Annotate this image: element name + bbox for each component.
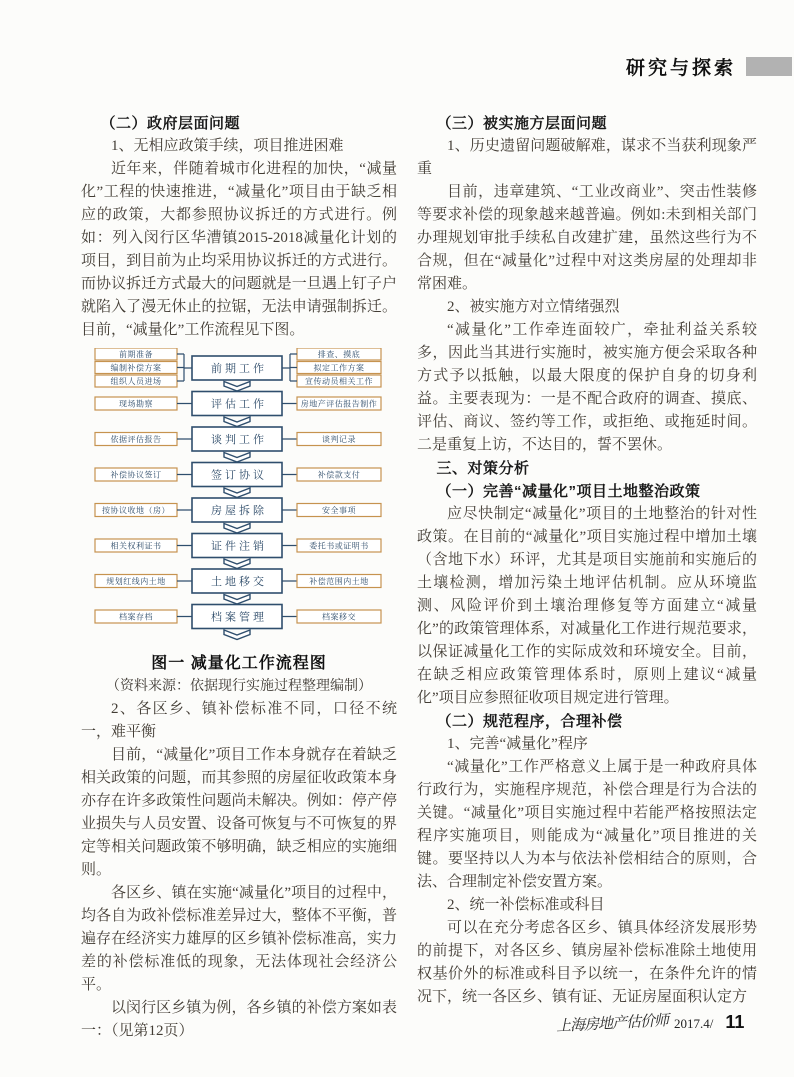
right-column xyxy=(417,112,757,1009)
page-header xyxy=(626,53,792,80)
flow-arrow-down-icon xyxy=(224,559,250,569)
flow-side-label: 拟定工作方案 xyxy=(313,363,365,373)
flow-side-label: 编制补偿方案 xyxy=(110,363,162,373)
subheading-compensation-differs: 2、各区乡、镇补偿标准不同，口径不统一，难平衡 xyxy=(81,701,397,740)
flow-side-label: 按协议收地（房） xyxy=(102,506,170,515)
flow-center-label: 档案管理 xyxy=(211,611,267,624)
flow-side-label: 档案移交 xyxy=(322,612,356,622)
flow-center-label: 签订协议 xyxy=(211,469,267,482)
heading-government-issues: （二）政府层面问题 xyxy=(100,115,241,132)
figure-caption: 图一 减量化工作流程图 xyxy=(151,655,327,672)
flow-arrow-down-icon xyxy=(224,595,250,605)
flow-arrow-down-icon xyxy=(224,524,250,534)
flow-row-5 xyxy=(95,534,381,569)
paragraph: 目前，“减量化”项目工作本身就存在着缺乏相关政策的问题，而其参照的房屋征收政策本身亦存在许多政策性问题尚未解决。例如：停产停业损失与人员安置、设备可恢复与不可恢复的界定等相关问题政策不够明确，缺乏相应的实施细则。 xyxy=(81,747,397,878)
subheading-opposition: 2、被实施方对立情绪强烈 xyxy=(447,299,620,315)
paragraph: 目前，违章建筑、“工业改商业”、突击性装修等要求补偿的现象越来越普遍。例如:未到相关部门办理规划审批手续私自改建扩建，虽然这些行为不合规，但在“减量化”过程中对这类房屋的处理却非常困难。 xyxy=(417,184,757,292)
figure-source-note: （资料来源：依据现行实施过程整理编制） xyxy=(106,679,372,694)
flow-side-label: 补偿范围内土地 xyxy=(309,577,369,586)
page-number: 11 xyxy=(725,1012,745,1032)
flow-side-label: 依据评估报告 xyxy=(110,435,162,444)
flow-side-label: 排查、摸底 xyxy=(317,350,361,359)
paragraph: “减量化”工作牵连面较广，牵扯利益关系较多，因此当其进行实施时，被实施方便会采取各种方式予以抵触，以最大限度的保护自身的切身利益。主要表现为：一是不配合政府的调查、摸底、评估、商议、签约等工作，或拒绝、或拖延时间。二是重复上访，不达目的，誓不罢休。 xyxy=(417,322,757,453)
flow-side-label: 现场勘察 xyxy=(119,399,153,409)
flow-side-label: 宣传动员相关工作 xyxy=(305,377,373,386)
flow-side-label: 补偿协议签订 xyxy=(110,470,162,480)
flowchart-figure xyxy=(93,348,397,650)
flow-row-7 xyxy=(95,605,381,640)
flow-row-3 xyxy=(95,463,381,498)
flow-row-1 xyxy=(95,392,381,427)
flow-row-2 xyxy=(95,427,381,462)
flow-row-6 xyxy=(95,569,381,604)
flow-side-label: 委托书或证明书 xyxy=(309,541,369,551)
flow-side-label: 前期准备 xyxy=(119,350,153,359)
flow-row-4 xyxy=(95,498,381,533)
flow-side-label: 组织人员进场 xyxy=(110,377,162,386)
subheading-improve-procedure: 1、完善“减量化”程序 xyxy=(447,736,588,752)
paragraph: 应尽快制定“减量化”项目的土地整治的针对性政策。在目前的“减量化”项目实施过程中增加土壤（含地下水）环评，尤其是项目实施前和实施后的土壤检测，增加污染土地评估机制。应从环境监测、风险评价到土壤治理修复等方面建立“减量化”的政策管理体系，对减量化工作进行规范要求，以保证减量化工作的实际成效和环境安全。目前，在缺乏相应政策管理体系时，原则上建议“减量化”项目应参照征收项目规定进行管理。 xyxy=(417,506,757,706)
journal-logo: 上海房地产估价师 xyxy=(555,1013,669,1035)
heading-countermeasures: 三、对策分析 xyxy=(436,460,530,477)
flow-bracket-left xyxy=(177,354,192,381)
flow-center-label: 土地移交 xyxy=(211,576,267,588)
paragraph: 近年来，伴随着城市化进程的加快，“减量化”工程的快速推进，“减量化”项目由于缺乏相应的政策，大都参照协议拆迁的方式进行。例如：列入闵行区华漕镇2015-2018减量化计划的项目，到目前为止均采用协议拆迁的方式进行。而协议拆迁方式最大的问题就是一旦遇上钉子户就陷入了漫无休止的拉锯，无法申请强制拆迁。目前，“减量化”工作流程见下图。 xyxy=(81,161,397,338)
page-footer xyxy=(556,1012,786,1033)
flow-center-label: 前期工作 xyxy=(211,363,267,375)
flow-arrow-down-icon xyxy=(224,382,250,392)
flow-side-label: 规划红线内土地 xyxy=(106,577,166,586)
flow-side-label: 补偿款支付 xyxy=(317,470,361,480)
flow-center-label: 证件注销 xyxy=(211,540,267,553)
issue-number: 2017.4/ xyxy=(674,1016,714,1031)
flowchart-svg xyxy=(93,348,383,642)
flow-arrow-down-icon xyxy=(224,417,250,427)
subheading-legacy-problems: 1、历史遗留问题破解难，谋求不当获利现象严重 xyxy=(417,138,757,177)
heading-implemented-party-issues: （三）被实施方层面问题 xyxy=(436,115,608,132)
flow-center-label: 评估工作 xyxy=(211,398,267,411)
header-decoration-block xyxy=(746,57,792,76)
subheading-no-policy: 1、无相应政策手续，项目推进困难 xyxy=(111,138,344,154)
flow-center-label: 房屋拆除 xyxy=(211,505,267,517)
flow-side-label: 房地产评估报告制作 xyxy=(300,399,378,409)
flow-arrow-down-icon xyxy=(224,630,250,640)
heading-improve-land-policy: （一）完善“减量化”项目土地整治政策 xyxy=(436,483,701,500)
paragraph: 可以在充分考虑各区乡、镇具体经济发展形势的前提下，对各区乡、镇房屋补偿标准除土地使用权基价外的标准或科目予以统一，在条件允许的情况下，统一各区乡、镇有证、无证房屋面积认定方 xyxy=(417,920,757,1005)
flow-side-label: 谈判记录 xyxy=(322,435,356,444)
section-header-label: 研究与探索 xyxy=(625,58,736,79)
flow-center-label: 谈判工作 xyxy=(211,434,267,446)
subheading-unify-standards: 2、统一补偿标准或科目 xyxy=(447,897,605,913)
left-column xyxy=(81,112,397,1043)
paragraph: “减量化”工作严格意义上属于是一种政府具体行政行为，实施程序规范，补偿合理是行为合法的关键。“减量化”项目实施过程中若能严格按照法定程序实施项目，则能成为“减量化”项目推进的关键。要坚持以人为本与依法补偿相结合的原则，合法、合理制定补偿安置方案。 xyxy=(417,759,757,890)
paragraph: 各区乡、镇在实施“减量化”项目的过程中，均各自为政补偿标准差异过大，整体不平衡，普遍存在经济实力雄厚的区乡镇补偿标准高，实力差的补偿标准低的现象，无法体现社会经济公平。 xyxy=(81,885,397,993)
flow-arrow-down-icon xyxy=(224,453,250,463)
paragraph: 以闵行区乡镇为例，各乡镇的补偿方案如表一：（见第12页） xyxy=(81,1000,397,1039)
flow-side-label: 相关权利证书 xyxy=(110,541,162,551)
flow-row-0 xyxy=(95,348,381,391)
flow-side-label: 安全事项 xyxy=(322,506,356,515)
flow-side-label: 档案存档 xyxy=(119,612,153,622)
flow-bracket-right xyxy=(282,354,297,381)
heading-standardize-procedures: （二）规范程序，合理补偿 xyxy=(436,713,623,730)
flow-arrow-down-icon xyxy=(224,488,250,498)
